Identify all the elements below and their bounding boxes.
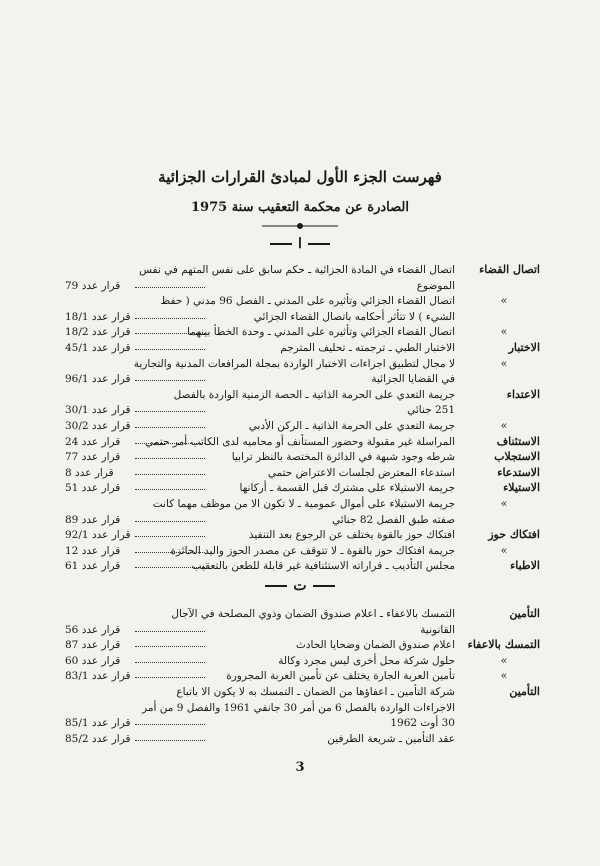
entry-category: الاختبار [508,341,540,354]
index-entry [0,480,600,496]
page-number: 3 [295,760,305,775]
entry-category: اتصال القضاء [479,263,540,276]
entry-category: » [500,356,508,370]
entry-category: » [500,543,508,557]
entry-reference: قرار عدد 12 [65,544,121,557]
dot-leader [135,333,205,334]
entry-category: التمسك بالاعفاء [467,638,540,652]
index-entry [0,622,600,638]
index-entry [0,262,600,278]
entry-text: الاجراءات الواردة بالفصل 6 من أمر 30 جانفي 1961 والفصل 9 من أمر [142,701,455,714]
entry-reference: قرار عدد 89 [65,513,121,526]
index-entry [0,340,600,356]
entry-reference: قرار عدد 79 [65,279,121,292]
dot-leader [135,287,205,288]
dot-leader [135,411,205,412]
entry-text: جريمة افتكاك حوز بالقوة ـ لا تتوقف عن مصدر الحوز واليد الحائزة [170,544,455,557]
index-entry [0,637,600,653]
index-entry [0,543,600,559]
index-entry [0,371,600,387]
entry-category: » [500,653,508,667]
entry-reference: قرار عدد 85/2 [65,732,131,745]
entry-text: القانونية [420,623,455,636]
entry-reference: قرار عدد 96/1 [65,373,131,386]
entry-text: في القضايا الجزائية [371,373,455,386]
dot-leader [135,489,205,490]
entry-text: افتكاك حوز بالقوة يختلف عن الرجوع بعد التنفيذ [248,529,455,542]
entry-category: الاستئناف [496,434,540,448]
entry-reference: قرار عدد 45/1 [65,342,131,354]
entry-reference: قرار عدد 60 [65,654,121,667]
entry-text: الشيء ) لا تتأثر أحكامه باتصال القضاء الجزائي [253,310,455,323]
entry-category: الاستجلاب [494,450,540,464]
entry-reference: قرار عدد 83/1 [65,670,131,683]
dot-leader [135,521,205,522]
entry-reference: قرار عدد 8 [65,466,114,479]
index-entry [0,496,600,512]
entry-text: حلول شركة محل أخرى ليس مجرد وكالة [278,654,455,667]
dot-leader [135,552,205,553]
entry-category: الاستيلاء [503,481,540,495]
index-entry [0,731,600,747]
entry-text: صفته طبق الفصل 82 جنائي [331,513,455,526]
section-letter: ا [298,236,302,252]
dot-leader [135,349,205,350]
index-entry [0,293,600,309]
entry-text: الموضوع [416,279,455,292]
dot-leader [135,646,205,647]
entry-category: افتكاك حوز [488,528,540,542]
entry-text: عقد التأمين ـ شريعة الطرفين [327,732,455,745]
index-entry [0,653,600,669]
index-entry [0,558,600,574]
dot-leader [135,427,205,428]
index-entry [0,668,600,684]
index-entry [0,402,600,418]
entry-text: 251 جنائي [407,404,455,417]
index-entry [0,434,600,450]
entry-reference: قرار عدد 51 [65,482,121,495]
entry-category: » [500,325,508,339]
index-entry [0,278,600,294]
entry-category: الاستدعاء [497,465,540,479]
entry-text: التمسك بالاعفاء ـ اعلام صندوق الضمان وذوي المصلحة في الآجال [171,608,455,620]
index-entry [0,418,600,434]
dot-leader [135,662,205,663]
section-letter: ت [293,578,307,594]
entry-text: جريمة الاستيلاء على مشترك قبل القسمة ـ أركانها [239,482,455,495]
divider-ornament [260,220,340,232]
entry-text: شركة التأمين ـ اعفاؤها من الضمان ـ التمسك به لا يكون الا باتباع [176,686,455,698]
entry-text: اتصال القضاء في المادة الجزائية ـ حكم سابق على نفس المتهم في نفس [139,264,455,276]
dot-leader [135,474,205,475]
index-entry [0,465,600,481]
entry-reference: قرار عدد 18/1 [65,310,131,323]
entry-category: الاعتداء [506,387,540,401]
section-heading-alif [0,236,600,252]
dot-leader [135,318,205,319]
index-entry [0,449,600,465]
entry-reference: قرار عدد 87 [65,639,121,652]
entry-category: » [500,419,508,432]
entry-text: لا مجال لتطبيق اجراءات الاختبار الواردة بمجلة المرافعات المدنية والتجارية [133,357,455,370]
entry-category: التأمين [509,685,540,698]
page-subtitle: الصادرة عن محكمة التعقيب سنة 1975 [191,200,409,215]
index-entry [0,356,600,372]
entry-text: اعلام صندوق الضمان وضحايا الحادث [295,639,455,652]
dot-leader [135,740,205,741]
entry-reference: قرار عدد 92/1 [65,529,131,542]
index-entry [0,700,600,716]
dot-leader [135,536,205,537]
entry-category: » [500,669,508,683]
entry-text: شرطه وجود شبهة في الدائرة المختصة بالنظر ترابيا [231,451,455,464]
entry-text: جريمة التعدي على الحرمة الذاتية ـ الحصة الزمنية الواردة بالفصل [173,388,455,401]
entry-text: تأمين العربة الجارة يختلف عن تأمين العربة المجرورة [226,670,455,683]
entry-reference: قرار عدد 30/1 [65,404,131,417]
entry-reference: قرار عدد 30/2 [65,420,131,432]
dot-leader [135,458,205,459]
entry-reference: قرار عدد 24 [65,435,121,448]
entry-text: جريمة التعدي على الحرمة الذاتية ـ الركن الأدبي [248,420,455,432]
entry-reference: قرار عدد 56 [65,623,121,636]
entry-text: جريمة الاستيلاء على أموال عمومية ـ لا تكون الا من موظف مهما كانت [152,498,455,510]
index-entry [0,606,600,622]
index-entry [0,324,600,340]
entry-text: المراسلة غير مقبولة وحضور المستأنف أو محاميه لدى الكاتب أمر حتمي [145,435,455,448]
page-title: فهرست الجزء الأول لمبادئ القرارات الجزائية [158,168,442,186]
index-entry [0,684,600,700]
dot-leader [135,631,205,632]
entry-text: استدعاء المعترض لجلسات الاعتراض حتمي [267,466,455,479]
dot-leader [135,380,205,381]
entry-text: اتصال القضاء الجزائي وتأثيره على المدني ـ وحدة الخطأ بينهما [187,326,455,339]
dot-leader [135,677,205,678]
entry-text: الاختبار الطبي ـ ترجمته ـ تحليف المترجم [280,342,455,354]
dot-leader [135,567,205,568]
entry-category: الاطباء [510,559,540,573]
entry-reference: قرار عدد 61 [65,560,121,573]
entry-category: التأمين [509,607,540,620]
index-entry [0,527,600,543]
index-entry [0,387,600,403]
entry-reference: قرار عدد 18/2 [65,326,131,339]
index-entry [0,309,600,325]
entry-text: اتصال القضاء الجزائي وتأثيره على المدني ـ الفصل 96 مدني ( حفظ [160,295,455,308]
dot-leader [135,443,205,444]
entry-reference: قرار عدد 77 [65,451,121,464]
entry-text: 30 أوت 1962 [390,717,455,730]
entry-reference: قرار عدد 85/1 [65,717,131,730]
section-heading-ta [0,578,600,594]
entry-text: مجلس التأديب ـ قراراته الاستئنافية غير قابلة للطعن بالتعقيب [191,560,455,573]
dot-leader [135,724,205,725]
entry-category: » [500,294,508,308]
index-entry [0,512,600,528]
index-entry [0,715,600,731]
entry-category: » [500,497,508,510]
